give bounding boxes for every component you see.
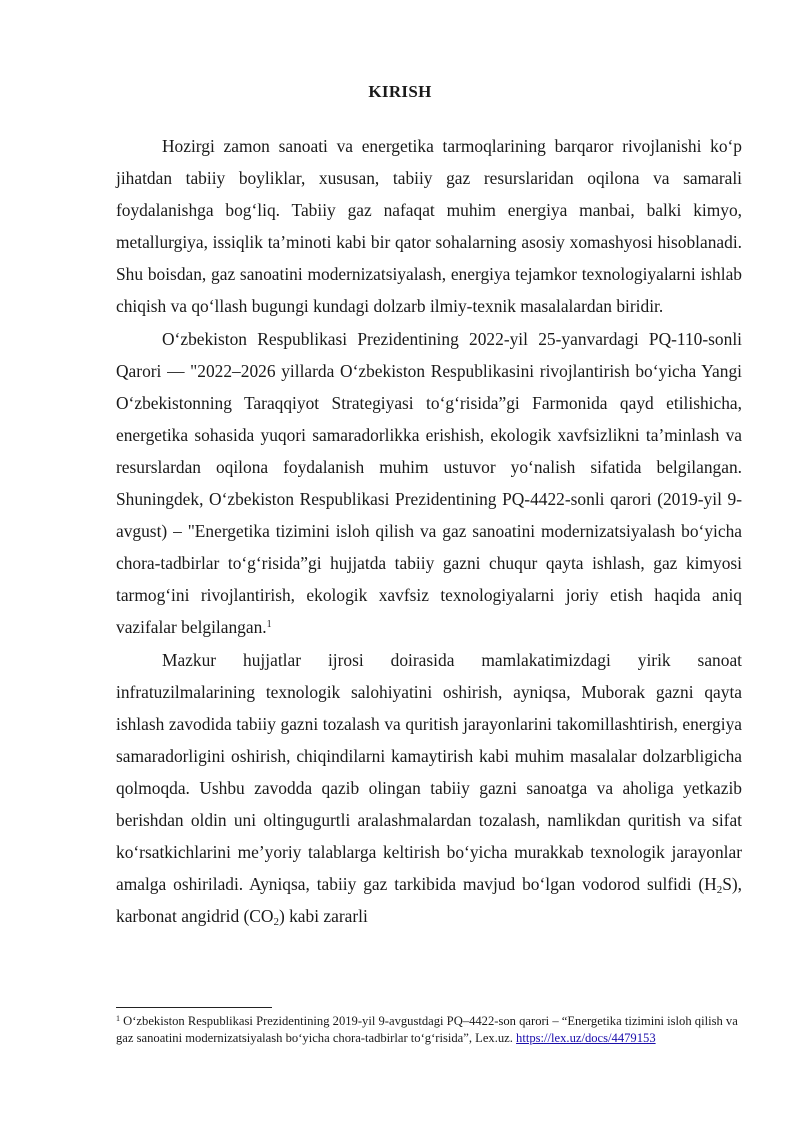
paragraph-1 bbox=[116, 130, 742, 323]
paragraph-3 bbox=[116, 644, 742, 933]
paragraph-2 bbox=[116, 323, 742, 644]
body-text bbox=[116, 130, 742, 932]
footnote-marker: 1 bbox=[116, 1014, 120, 1023]
footnote bbox=[116, 1013, 746, 1046]
page-title: KIRISH bbox=[368, 82, 432, 101]
footnote-link[interactable]: https://lex.uz/docs/4479153 bbox=[516, 1030, 656, 1045]
paragraph-1-text: Hozirgi zamon sanoati va energetika tarmoqlarining barqaror rivojlanishi ko‘p jihatdan tabiiy boyliklar, xususan, tabiiy gaz resurslaridan oqilona va samarali foydalanishga bog‘liq. Tabiiy gaz nafaqat muhim energiya manbai, balki kimyo, metallurgiya, issiqlik ta’minoti kabi bir qator sohalarning asosiy xomashyosi hisoblanadi. Shu boisdan, gaz sanoatini modernizatsiyalash, energiya tejamkor texnologiyalarni ishlab chiqish va qo‘llash bugungi kundagi dolzarb ilmiy-texnik masalalardan biridir. bbox=[116, 136, 742, 317]
subscript-h2s: 2 bbox=[716, 884, 723, 897]
subscript-co2: 2 bbox=[273, 916, 279, 929]
paragraph-3-text-a: Mazkur hujjatlar ijrosi doirasida mamlakatimizdagi yirik sanoat infratuzilmalarining texnologik salohiyatini oshirish, ayniqsa, Muborak gazni qayta ishlash zavodida tabiiy gazni tozalash va quritish jarayonlarini takomillashtirish, energiya samaradorligini oshirish, chiqindilarni kamaytirish kabi muhim masalalar dolzarbligicha qolmoqda. Ushbu zavodda qazib olingan tabiiy gazni sanoatga va aholiga yetkazib berishdan oldin uni oltingugurtli aralashmalardan tozalash, namlikdan quritish va sifat ko‘rsatkichlarini me’yoriy talablarga keltirish bo‘yicha murakkab texnologik jarayonlar amalga oshiriladi. Ayniqsa, tabiiy gaz tarkibida mavjud bo‘lgan vodorod sulfidi (H bbox=[116, 649, 742, 895]
footnote-reference[interactable]: 1 bbox=[266, 619, 272, 631]
paragraph-3-text-b: S), karbonat angidrid (CO bbox=[116, 874, 742, 927]
paragraph-2-text: O‘zbekiston Respublikasi Prezidentining 2022-yil 25-yanvardagi PQ-110-sonli Qarori — "2022–2026 yillarda O‘zbekiston Respublikasini rivojlantirish bo‘yicha Yangi O‘zbekistonning Taraqqiyot Strategiyasi to‘g‘risida”gi Farmonida qayd etilishicha, energetika sohasida yuqori samaradorlikka erishish, ekologik xavfsizlikni ta’minlash va resurslardan oqilona foydalanish muhim ustuvor yo‘nalish sifatida belgilangan. Shuningdek, O‘zbekiston Respublikasi Prezidentining PQ-4422-sonli qarori (2019-yil 9-avgust) – "Energetika tizimini isloh qilish va gaz sanoatini modernizatsiyalash bo‘yicha chora-tadbirlar to‘g‘risida”gi hujjatda tabiiy gazni chuqur qayta ishlash, gaz kimyosi tarmog‘ini rivojlantirish, ekologik xavfsiz texnologiyalarni joriy etish haqida aniq vazifalar belgilangan. bbox=[116, 328, 742, 638]
footnote-separator bbox=[116, 1007, 272, 1008]
footnote-text: O‘zbekiston Respublikasi Prezidentining 2019-yil 9-avgustdagi PQ–4422-son qarori – “Energetika tizimini isloh qilish va gaz sanoatini modernizatsiyalash bo‘yicha chora-tadbirlar to‘g‘risida”, Lex.uz. bbox=[116, 1014, 738, 1045]
paragraph-3-text-c: ) kabi zararli bbox=[278, 906, 368, 927]
